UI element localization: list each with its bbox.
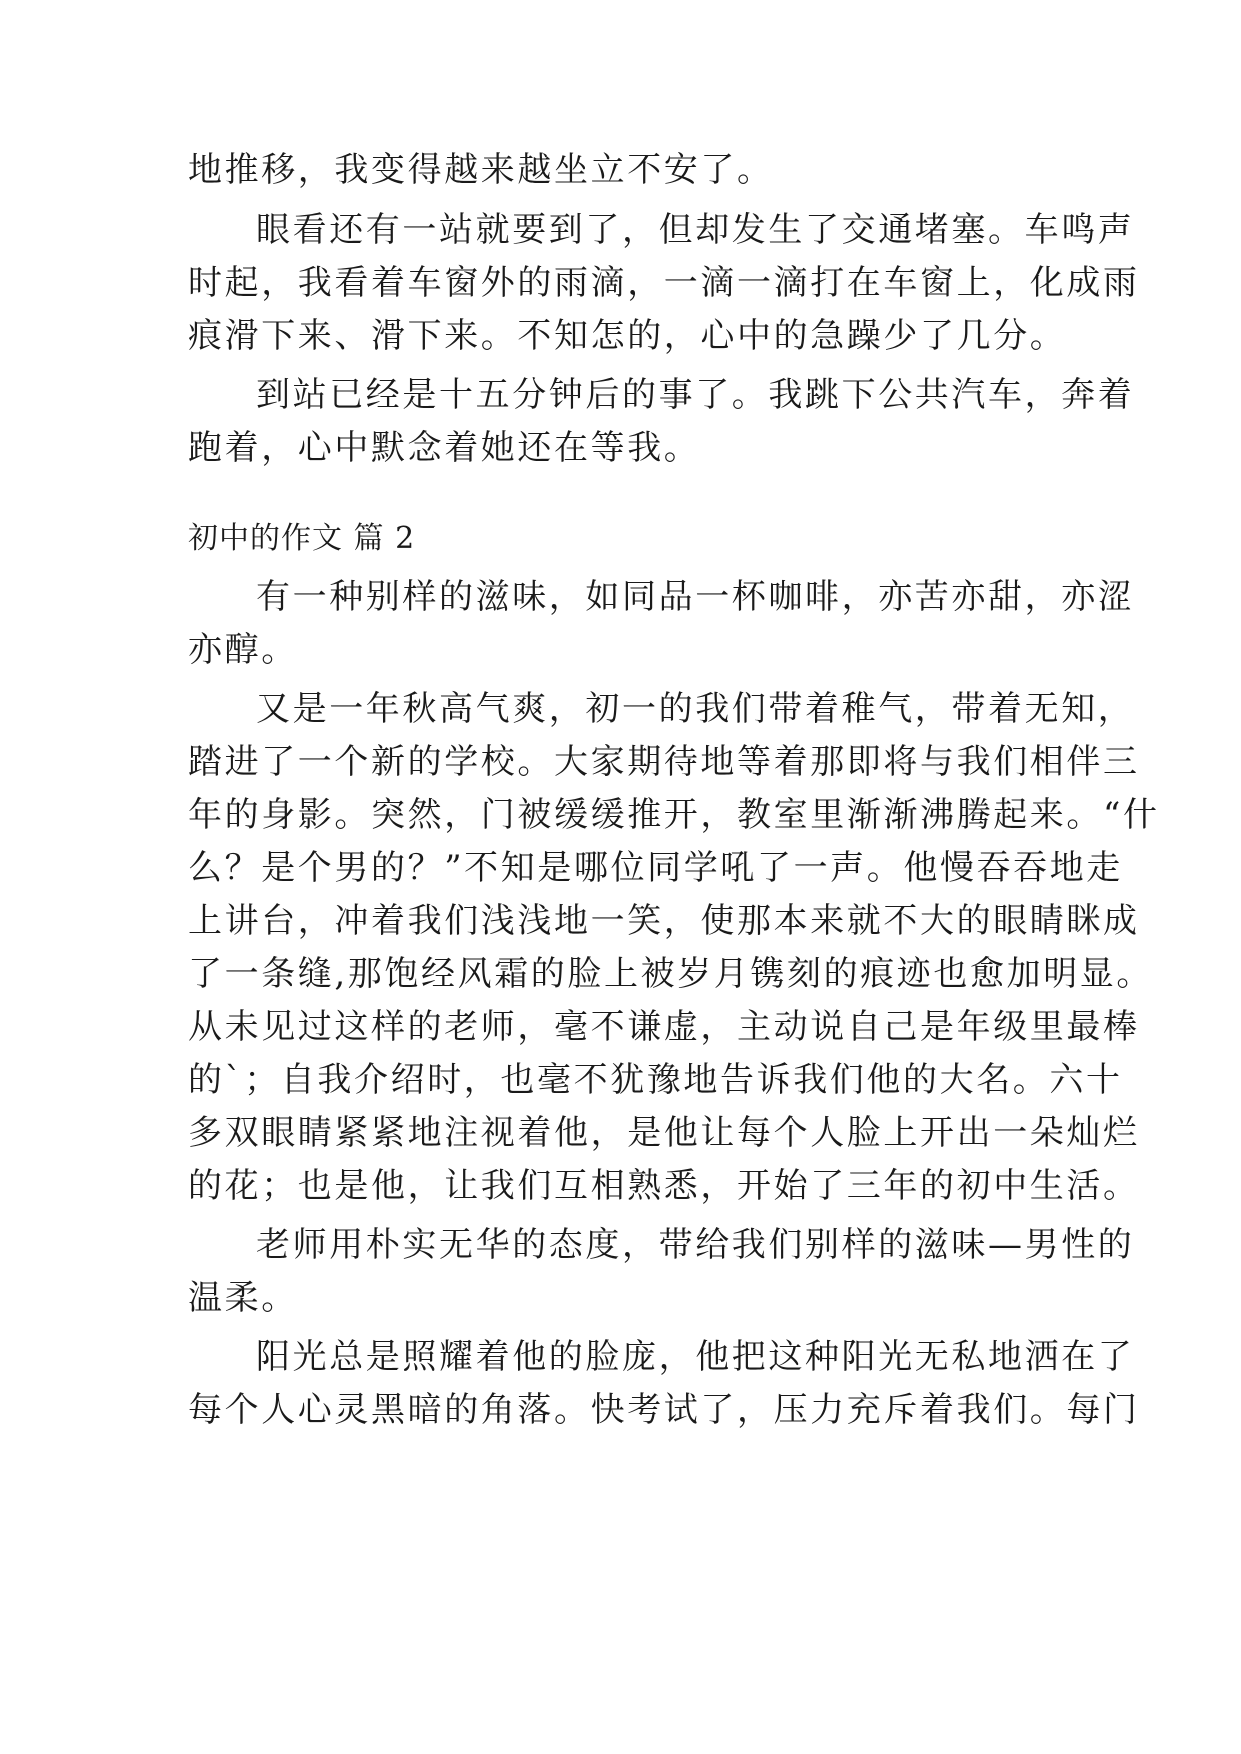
paragraph-line: 有一种别样的滋味，如同品一杯咖啡，亦苦亦甜，亦涩 <box>256 577 1135 617</box>
paragraph-line: 的`；自我介绍时，也毫不犹豫地告诉我们他的大名。六十 <box>188 1060 1123 1100</box>
paragraph-line: 每个人心灵黑暗的角落。快考试了，压力充斥着我们。每门 <box>188 1390 1140 1430</box>
paragraph-line: 亦醇。 <box>188 630 298 670</box>
paragraph-line: 年的身影。突然，门被缓缓推开，教室里渐渐沸腾起来。“什 <box>188 795 1160 835</box>
paragraph-line: 阳光总是照耀着他的脸庞，他把这种阳光无私地洒在了 <box>256 1337 1135 1377</box>
paragraph-line: 眼看还有一站就要到了，但却发生了交通堵塞。车鸣声 <box>256 210 1135 250</box>
section-heading: 初中的作文 篇 2 <box>188 521 416 556</box>
paragraph-line: 么？是个男的？”不知是哪位同学吼了一声。他慢吞吞地走 <box>188 848 1123 888</box>
paragraph-line: 跑着，心中默念着她还在等我。 <box>188 428 701 468</box>
paragraph-line: 到站已经是十五分钟后的事了。我跳下公共汽车，奔着 <box>256 375 1135 415</box>
paragraph-line: 痕滑下来、滑下来。不知怎的，心中的急躁少了几分。 <box>188 316 1067 356</box>
paragraph-line: 多双眼睛紧紧地注视着他，是他让每个人脸上开出一朵灿烂 <box>188 1113 1140 1153</box>
paragraph-line: 地推移，我变得越来越坐立不安了。 <box>188 150 774 190</box>
paragraph-line: 从未见过这样的老师，毫不谦虚，主动说自己是年级里最棒 <box>188 1007 1140 1047</box>
paragraph-line: 时起，我看着车窗外的雨滴，一滴一滴打在车窗上，化成雨 <box>188 263 1140 303</box>
paragraph-line: 上讲台，冲着我们浅浅地一笑，使那本来就不大的眼睛眯成 <box>188 901 1140 941</box>
paragraph-line: 了一条缝,那饱经风霜的脸上被岁月镌刻的痕迹也愈加明显。 <box>188 954 1154 994</box>
paragraph-line: 又是一年秋高气爽，初一的我们带着稚气，带着无知， <box>256 689 1135 729</box>
paragraph-line: 的花；也是他，让我们互相熟悉，开始了三年的初中生活。 <box>188 1166 1140 1206</box>
paragraph-line: 老师用朴实无华的态度，带给我们别样的滋味—男性的 <box>256 1225 1135 1265</box>
paragraph-line: 踏进了一个新的学校。大家期待地等着那即将与我们相伴三 <box>188 742 1140 782</box>
paragraph-line: 温柔。 <box>188 1278 298 1318</box>
